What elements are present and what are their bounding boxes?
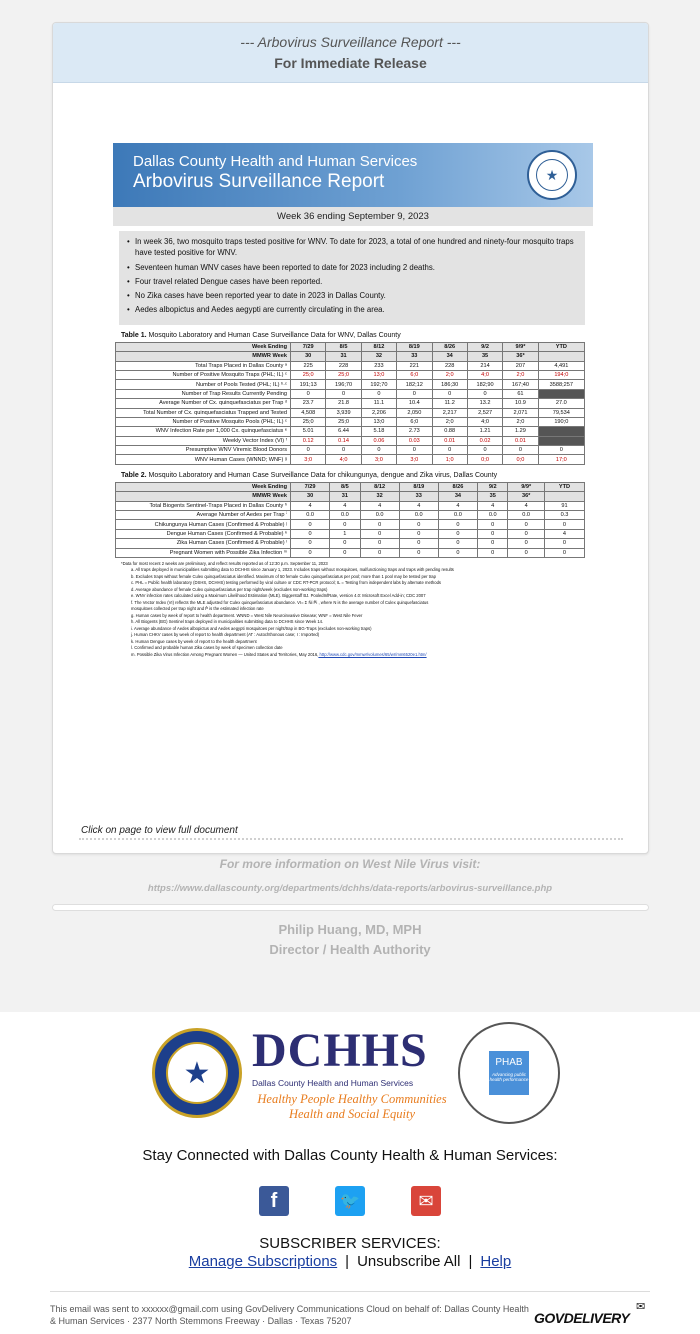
highlight-item: • No Zika cases have been reported year to date in 2023 in Dallas County. <box>127 290 577 301</box>
table2-caption-label: Table 2. <box>121 471 147 479</box>
week-header-cell: 7/29 <box>291 342 326 351</box>
data-cell: 25;0 <box>291 370 326 379</box>
data-cell: 13;0 <box>361 370 396 379</box>
row-label: WNV Human Cases (WNND; WNF) ᵍ <box>116 455 291 464</box>
stay-connected-text: Stay Connected with Dallas County Health & Human Services: <box>142 1147 558 1164</box>
data-cell: 4,508 <box>291 408 326 417</box>
data-cell: 4 <box>330 501 360 510</box>
data-cell: 0 <box>438 539 477 548</box>
data-cell: 61 <box>503 389 538 398</box>
data-cell: 91 <box>544 501 584 510</box>
phab-label: PHAB <box>495 1057 523 1068</box>
data-cell: 0;0 <box>503 455 538 464</box>
mmwr-cell: 31 <box>326 352 361 361</box>
data-cell: 6.44 <box>326 427 361 436</box>
data-cell: 25;0 <box>326 417 361 426</box>
data-cell: 167;40 <box>503 380 538 389</box>
data-cell: 2,050 <box>397 408 432 417</box>
signature-name: Philip Huang, MD, MPH <box>278 922 422 937</box>
data-cell: 182;90 <box>467 380 502 389</box>
data-cell: 0 <box>478 548 508 557</box>
data-cell: 1.21 <box>467 427 502 436</box>
row-label: Average Number of Aedes per Trap ⁱ <box>116 511 291 520</box>
data-cell: 0.14 <box>326 436 361 445</box>
twitter-icon[interactable]: 🐦 <box>335 1186 365 1216</box>
table-row <box>116 427 585 436</box>
wnv-data-table <box>115 342 585 465</box>
data-cell: 228 <box>432 361 467 370</box>
row-label: Total Traps Placed in Dallas County ᵃ <box>116 361 291 370</box>
table-row <box>116 539 585 548</box>
row-label: Number of Pools Tested (PHL; IL) ᵇ·ᶜ <box>116 380 291 389</box>
row-label: Zika Human Cases (Confirmed & Probable) ˡ <box>116 539 291 548</box>
table-header-row <box>116 482 585 491</box>
week-header-cell: 9/9* <box>503 342 538 351</box>
dchhs-subtitle: Dallas County Health and Human Services <box>252 1078 414 1088</box>
data-cell: 0.01 <box>432 436 467 445</box>
dallas-county-seal-icon: ★ <box>152 1028 242 1118</box>
data-cell: 3;0 <box>291 455 326 464</box>
data-cell: 192;70 <box>361 380 396 389</box>
data-cell: 2;0 <box>432 417 467 426</box>
data-cell: 2;0 <box>503 417 538 426</box>
row-label: Presumptive WNV Viremic Blood Donors <box>116 446 291 455</box>
data-cell: 0 <box>467 389 502 398</box>
unsubscribe-all-link[interactable]: Unsubscribe All <box>357 1253 461 1270</box>
footnote-line: f. The Vector Index (VI) reflects the MLE adjusted for Culex quinquefasciatus abundance. VI= Σ N̄i P̂i , where N is the average number of Culex quinquefasciatus <box>131 599 429 605</box>
mmwr-cell: 33 <box>399 492 438 501</box>
data-cell: 27.0 <box>538 399 584 408</box>
data-cell: 0 <box>326 446 361 455</box>
table-row <box>116 529 585 538</box>
report-title: Arbovirus Surveillance Report <box>133 171 385 192</box>
data-cell: 0.0 <box>438 511 477 520</box>
card-header <box>53 23 648 83</box>
report-card <box>52 22 649 854</box>
data-cell: 4 <box>360 501 399 510</box>
help-link[interactable]: Help <box>480 1253 512 1270</box>
data-cell: 0 <box>544 520 584 529</box>
mmwr-cell: 36* <box>508 492 545 501</box>
county-seal-icon: ★ <box>527 150 577 200</box>
footnote-line: i. Average abundance of Aedes albopictus and Aedes aegypti mosquitoes per night/trap in BG-Traps (excludes non-working traps) <box>131 625 372 631</box>
data-cell: 0 <box>291 446 326 455</box>
dchhs-wordmark: DCHHS <box>252 1024 428 1077</box>
data-cell: 0 <box>432 446 467 455</box>
table-row <box>116 455 585 464</box>
week-header-cell: 8/19 <box>397 342 432 351</box>
data-cell: 186;30 <box>432 380 467 389</box>
dotted-divider <box>79 838 623 840</box>
table1-caption-label: Table 1. <box>121 331 147 339</box>
data-cell: 0 <box>544 548 584 557</box>
data-cell: 0.06 <box>361 436 396 445</box>
data-cell: 0 <box>397 389 432 398</box>
data-cell: 233 <box>361 361 396 370</box>
data-cell: 0 <box>467 446 502 455</box>
data-cell: 0.88 <box>432 427 467 436</box>
table-row <box>116 399 585 408</box>
data-cell: 4;0 <box>467 370 502 379</box>
header-title: --- Arbovirus Surveillance Report --- <box>240 34 461 50</box>
data-cell: 10.9 <box>503 399 538 408</box>
mmwr-label: MMWR Week <box>116 352 291 361</box>
report-document-preview[interactable] <box>113 143 593 793</box>
blank-cell <box>544 492 584 501</box>
footer-divider <box>50 1291 650 1292</box>
table-row <box>116 370 585 379</box>
header-subtitle: For Immediate Release <box>274 55 427 71</box>
data-cell: 1;0 <box>432 455 467 464</box>
data-cell: 6;0 <box>397 370 432 379</box>
row-label: Total Biogents Sentinel-Traps Placed in Dallas County ʰ <box>116 501 291 510</box>
logo-row <box>0 1020 700 1130</box>
data-cell: 0;0 <box>467 455 502 464</box>
data-cell: 3;0 <box>397 455 432 464</box>
row-label: Total Number of Cx. quinquefasciatus Trapped and Tested <box>116 408 291 417</box>
data-cell: 0 <box>291 529 330 538</box>
data-cell: 4 <box>438 501 477 510</box>
data-cell: 0 <box>508 520 545 529</box>
data-cell: 0.03 <box>397 436 432 445</box>
data-cell: 5.01 <box>291 427 326 436</box>
data-cell: 0 <box>478 529 508 538</box>
week-header-cell: 8/26 <box>438 482 477 491</box>
footnote-line: d. Average abundance of female Culex quinquefasciatus per trap night/week (excludes non-working traps) <box>131 586 328 592</box>
phab-accreditation-badge <box>458 1022 560 1124</box>
data-cell: 2.73 <box>397 427 432 436</box>
data-cell: 17;0 <box>538 455 584 464</box>
data-cell: 0 <box>361 446 396 455</box>
data-cell <box>538 389 584 398</box>
data-cell: 2,071 <box>503 408 538 417</box>
table-row <box>116 446 585 455</box>
row-label: Average Number of Cx. quinquefasciatus per Trap ᵈ <box>116 399 291 408</box>
dchhs-slogan-line2: Health and Social Equity <box>288 1107 416 1121</box>
data-cell: 2,217 <box>432 408 467 417</box>
row-label: Number of Trap Results Currently Pending <box>116 389 291 398</box>
data-cell: 13;0 <box>361 417 396 426</box>
table-row <box>116 501 585 510</box>
signature-title: Director / Health Authority <box>269 942 431 957</box>
data-cell: 0 <box>360 529 399 538</box>
mmwr-label: MMWR Week <box>116 492 291 501</box>
week-header-cell: 9/2 <box>467 342 502 351</box>
footnote-line: g. Human cases by week of report to health department. WNND = West Nile Neuroinvasive Disease; WNF = West Nile Fever <box>131 612 363 618</box>
table-row <box>116 548 585 557</box>
highlight-item: • In week 36, two mosquito traps tested positive for WNV. To date for 2023, a total of one hundred and ninety-four mosquito traps have tested positive for WNV. <box>127 236 577 259</box>
dchhs-logo <box>252 1026 452 1122</box>
data-cell: 221 <box>397 361 432 370</box>
footnote-line: *Data for most recent 2 weeks are preliminary, and reflect results reported as of 12:30 p.m. September 11, 2023 <box>121 560 328 566</box>
data-cell: 0.3 <box>544 511 584 520</box>
data-cell: 194;0 <box>538 370 584 379</box>
dchhs-slogan: Healthy People Healthy Communities <box>257 1092 447 1106</box>
data-cell: 0 <box>330 539 360 548</box>
highlight-item: • Four travel related Dengue cases have been reported. <box>127 276 577 287</box>
data-cell: 0.01 <box>503 436 538 445</box>
table-row <box>116 380 585 389</box>
highlight-item: • Aedes albopictus and Aedes aegypti are currently circulating in the area. <box>127 304 577 315</box>
data-cell: 0 <box>508 548 545 557</box>
data-cell: 4 <box>508 501 545 510</box>
data-cell: 228 <box>326 361 361 370</box>
footnote-line: mosquitoes collected per trap night and P̂ is the estimated infection rate <box>131 606 264 612</box>
data-cell: 0 <box>503 446 538 455</box>
data-cell: 11.1 <box>361 399 396 408</box>
week-header-cell: 8/5 <box>330 482 360 491</box>
mmwr-cell: 35 <box>478 492 508 501</box>
envelope-icon: ✉ <box>636 1301 646 1313</box>
mmwr-cell: 35 <box>467 352 502 361</box>
data-cell: 11.2 <box>432 399 467 408</box>
week-header-cell: YTD <box>538 342 584 351</box>
week-header-cell: 9/2 <box>478 482 508 491</box>
data-cell: 0 <box>478 539 508 548</box>
phab-caption: Advancing public health performance <box>489 1072 529 1082</box>
footnote-line: e. WNV infection rates calculated using a Maximum Likelihood Estimation (MLE). Biggerstaff BJ. PooledInfRate, version 4.0: Microsoft Excel Add-in; CDC 2007 <box>131 593 426 599</box>
email-icon[interactable]: ✉ <box>411 1186 441 1216</box>
data-cell: 0.0 <box>399 511 438 520</box>
section-divider <box>52 904 649 911</box>
data-cell <box>538 436 584 445</box>
row-label: Chikungunya Human Cases (Confirmed & Probable) ʲ <box>116 520 291 529</box>
data-cell: 4;0 <box>467 417 502 426</box>
table-row <box>116 436 585 445</box>
data-cell: 196;70 <box>326 380 361 389</box>
blank-cell <box>538 352 584 361</box>
data-cell <box>538 427 584 436</box>
data-cell: 2;0 <box>503 370 538 379</box>
more-info-text: For more information on West Nile Virus visit: <box>219 857 481 871</box>
data-cell: 0 <box>538 446 584 455</box>
data-cell: 0 <box>330 548 360 557</box>
subscriber-services-title: SUBSCRIBER SERVICES: <box>259 1235 441 1252</box>
data-cell: 2,206 <box>361 408 396 417</box>
mmwr-cell: 34 <box>438 492 477 501</box>
data-cell: 0.0 <box>291 511 330 520</box>
week-ending-label: Week Ending <box>116 342 291 351</box>
subscriber-links: Manage Subscriptions | Unsubscribe All | Help <box>188 1253 512 1270</box>
data-cell: 4 <box>291 501 330 510</box>
data-cell: 0 <box>330 520 360 529</box>
data-cell: 0.0 <box>360 511 399 520</box>
data-cell: 1 <box>330 529 360 538</box>
footnote-line: h. All Biogents (BG) Sentinel traps deployed in municipalities submitting data to DCHHS since Week 14. <box>131 619 324 625</box>
more-info-link[interactable]: https://www.dallascounty.org/departments/dchhs/data-reports/arbovirus-surveillance.php <box>147 883 553 894</box>
mmwr-cell: 31 <box>330 492 360 501</box>
data-cell: 0 <box>438 520 477 529</box>
footnote-line: c. PHL = Public health laboratory (DSHS, DCHHS) testing performed by viral culture or CDC RT-PCR protocol; IL = Testing from independent labs by alternate methods <box>131 580 442 586</box>
data-cell: 4,491 <box>538 361 584 370</box>
row-label: WNV Infection Rate per 1,000 Cx. quinquefasciatus ᵉ <box>116 427 291 436</box>
footnote-line: l. Confirmed and probable human Zika cases by week of specimen collection date <box>131 645 283 651</box>
row-label: Number of Positive Mosquito Pools (PHL; IL) ᶜ <box>116 417 291 426</box>
table-row <box>116 361 585 370</box>
mmwr-cell: 32 <box>361 352 396 361</box>
table-row <box>116 511 585 520</box>
data-cell: 225 <box>291 361 326 370</box>
mmwr-cell: 32 <box>360 492 399 501</box>
data-cell: 0 <box>508 539 545 548</box>
data-cell: 0 <box>291 548 330 557</box>
cdc-reference-link[interactable]: http://www.cdc.gov/mmwr/volumes/65/wr/mm6520e1.htm/ <box>318 651 427 657</box>
facebook-icon[interactable]: f <box>259 1186 289 1216</box>
table-row <box>116 520 585 529</box>
data-cell: 21.8 <box>326 399 361 408</box>
data-cell: 0 <box>361 389 396 398</box>
report-banner <box>113 143 593 207</box>
data-cell: 190;0 <box>538 417 584 426</box>
report-week: Week 36 ending September 9, 2023 <box>113 207 593 226</box>
row-label: Pregnant Women with Possible Zika Infection ᵐ <box>116 548 291 557</box>
data-cell: 0 <box>399 529 438 538</box>
data-cell: 2;0 <box>432 370 467 379</box>
data-cell: 0.0 <box>478 511 508 520</box>
data-cell: 0.02 <box>467 436 502 445</box>
week-ending-label: Week Ending <box>116 482 291 491</box>
data-cell: 0 <box>399 520 438 529</box>
week-header-cell: 7/29 <box>291 482 330 491</box>
highlight-item: • Seventeen human WNV cases have been reported to date for 2023 including 2 deaths. <box>127 262 577 273</box>
table-row <box>116 417 585 426</box>
footnote-line: a. All traps deployed in municipalities submitting data to DCHHS since January 1, 2023. Includes traps without mosquitoes, malfunctioning traps and traps with pending results <box>131 567 454 573</box>
data-cell: 0.12 <box>291 436 326 445</box>
data-cell: 0 <box>399 548 438 557</box>
data-cell: 182;12 <box>397 380 432 389</box>
data-cell: 0 <box>478 520 508 529</box>
table2-caption-text: Mosquito Laboratory and Human Case Surveillance Data for chikungunya, dengue and Zika virus, Dallas County <box>148 471 498 479</box>
footer-text: This email was sent to xxxxxx@gmail.com using GovDelivery Communications Cloud on behalf of: Dallas County Health & Human Services · 2377 North Stemmons Freeway · Dallas · Texas 75207 <box>50 1304 529 1326</box>
click-to-view-note: Click on page to view full document <box>81 825 238 836</box>
data-cell: 1.29 <box>503 427 538 436</box>
data-cell: 0 <box>544 539 584 548</box>
table-row <box>116 408 585 417</box>
manage-subscriptions-link[interactable]: Manage Subscriptions <box>188 1253 338 1270</box>
data-cell: 4;0 <box>326 455 361 464</box>
data-cell: 214 <box>467 361 502 370</box>
data-cell: 0 <box>291 520 330 529</box>
data-cell: 3588;257 <box>538 380 584 389</box>
data-cell: 0.0 <box>330 511 360 520</box>
data-cell: 4 <box>399 501 438 510</box>
social-links <box>0 1186 700 1216</box>
week-header-cell: 8/12 <box>360 482 399 491</box>
table-mmwr-row <box>116 352 585 361</box>
mmwr-cell: 36* <box>503 352 538 361</box>
row-label: Number of Positive Mosquito Traps (PHL; IL) ᶜ <box>116 370 291 379</box>
data-cell: 5.18 <box>361 427 396 436</box>
data-cell: 0 <box>360 548 399 557</box>
data-cell: 0 <box>432 389 467 398</box>
footnote-line: k. Human Dengue cases by week of report to the health department <box>131 638 257 644</box>
data-cell: 13.2 <box>467 399 502 408</box>
footnote-line: b. Excludes traps without female Culex quinquefasciatus identified. Maximum of 50 female Culex quinquefasciatus per pool; more than 1 pool may be tested per trap <box>131 573 436 579</box>
data-cell: 0 <box>397 446 432 455</box>
data-cell: 0 <box>360 520 399 529</box>
table1-caption-text: Mosquito Laboratory and Human Case Surveillance Data for WNV, Dallas County <box>148 331 401 339</box>
mmwr-cell: 33 <box>397 352 432 361</box>
data-cell: 0 <box>360 539 399 548</box>
data-cell: 0 <box>438 529 477 538</box>
data-cell: 3,939 <box>326 408 361 417</box>
table-row <box>116 389 585 398</box>
data-cell: 0 <box>291 539 330 548</box>
data-cell: 0 <box>291 389 326 398</box>
row-label: Dengue Human Cases (Confirmed & Probable) ᵏ <box>116 529 291 538</box>
table-footnotes <box>121 561 593 659</box>
table-header-row <box>116 342 585 351</box>
data-cell: 0.0 <box>508 511 545 520</box>
mmwr-cell: 30 <box>291 492 330 501</box>
data-cell: 79,534 <box>538 408 584 417</box>
report-org: Dallas County Health and Human Services <box>133 153 418 170</box>
govdelivery-logo: GOVDELIVERY <box>534 1310 630 1326</box>
data-cell: 4 <box>544 529 584 538</box>
week-header-cell: 9/9* <box>508 482 545 491</box>
footnote-line: m. Possible Zika Virus Infection Among Pregnant Women — United States and Territories, May 2016, http://www.cdc.gov/mmwr/volumes/65/wr/mm6520e1.htm/ <box>131 651 427 657</box>
mmwr-cell: 34 <box>432 352 467 361</box>
data-cell: 25;0 <box>291 417 326 426</box>
data-cell: 25;0 <box>326 370 361 379</box>
data-cell: 4 <box>478 501 508 510</box>
mmwr-cell: 30 <box>291 352 326 361</box>
report-highlights <box>119 231 585 325</box>
week-header-cell: 8/26 <box>432 342 467 351</box>
table1-caption <box>121 332 593 339</box>
data-cell: 0 <box>508 529 545 538</box>
data-cell: 207 <box>503 361 538 370</box>
week-header-cell: 8/12 <box>361 342 396 351</box>
week-header-cell: 8/5 <box>326 342 361 351</box>
row-label: Weekly Vector Index (VI) ᶠ <box>116 436 291 445</box>
week-header-cell: 8/19 <box>399 482 438 491</box>
week-header-cell: YTD <box>544 482 584 491</box>
data-cell: 191;13 <box>291 380 326 389</box>
footnote-line: j. Human CHKV cases by week of report to health department (AT : Autochthonous case; I : Imported) <box>131 632 320 638</box>
table-mmwr-row <box>116 492 585 501</box>
data-cell: 0 <box>326 389 361 398</box>
table2-caption <box>121 472 593 479</box>
data-cell: 2,527 <box>467 408 502 417</box>
data-cell: 0 <box>438 548 477 557</box>
data-cell: 6;0 <box>397 417 432 426</box>
data-cell: 3;0 <box>361 455 396 464</box>
data-cell: 0 <box>399 539 438 548</box>
data-cell: 10.4 <box>397 399 432 408</box>
data-cell: 23.7 <box>291 399 326 408</box>
arbovirus-data-table <box>115 482 585 558</box>
